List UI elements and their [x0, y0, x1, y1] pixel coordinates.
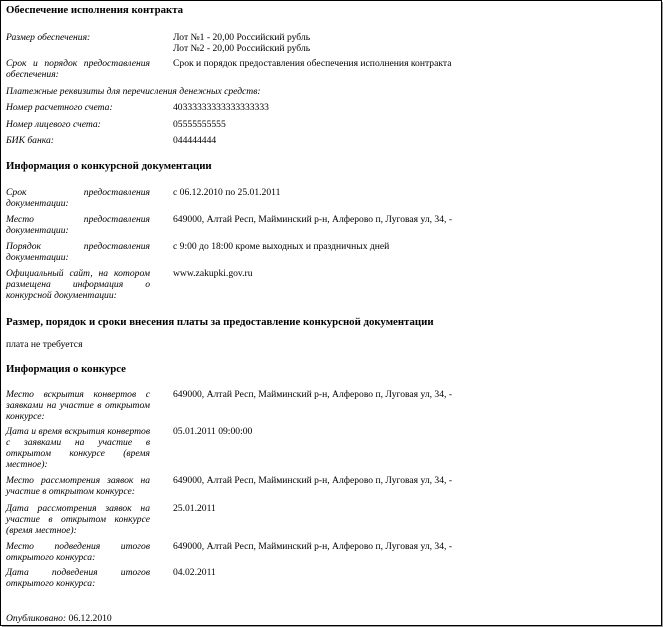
envelope-open-date-value: 05.01.2011 09:00:00	[173, 426, 253, 437]
security-size-row	[6, 32, 310, 54]
bik-value: 044444444	[173, 135, 217, 146]
envelope-open-place-value: 649000, Алтай Респ, Майминский р-н, Алферово п, Луговая ул, 34, -	[173, 389, 453, 400]
security-size-label: Размер обеспечения:	[6, 32, 91, 43]
review-date-row	[6, 503, 216, 536]
personal-account-row	[6, 119, 226, 130]
docs-period-label: Срок предоставления документации:	[6, 187, 150, 209]
review-date-value: 25.01.2011	[173, 503, 216, 514]
official-site-value: www.zakupki.gov.ru	[173, 268, 253, 279]
envelope-open-date-row	[6, 426, 252, 470]
security-term-label: Срок и порядок предоставления обеспечения:	[6, 58, 150, 80]
results-date-row	[6, 567, 216, 589]
payment-requisites-label: Платежные реквизиты для перечисления денежных средств:	[6, 86, 261, 97]
official-site-row	[6, 268, 253, 301]
docs-fee-title: Размер, порядок и сроки внесения платы за предоставление конкурсной документации	[6, 316, 434, 328]
tender-docs-title: Информация о конкурсной документации	[6, 160, 212, 172]
results-place-value: 649000, Алтай Респ, Майминский р-н, Алферово п, Луговая ул, 34, -	[173, 541, 453, 552]
published-label: Опубликовано:	[6, 613, 67, 624]
results-place-label: Место подведения итогов открытого конкурса:	[6, 541, 150, 563]
review-date-label: Дата рассмотрения заявок на участие в открытом конкурсе (время местное):	[6, 503, 150, 536]
docs-place-label: Место предоставления документации:	[6, 214, 150, 236]
settlement-account-label: Номер расчетного счета:	[6, 102, 113, 113]
envelope-open-place-row	[6, 389, 452, 422]
personal-account-label: Номер лицевого счета:	[6, 119, 101, 130]
security-term-value: Срок и порядок предоставления обеспечения исполнения контракта	[173, 58, 452, 69]
security-size-values	[173, 32, 310, 54]
security-size-lot1: Лот №1 - 20,00 Российский рубль	[173, 32, 311, 43]
docs-period-row	[6, 187, 280, 209]
envelope-open-date-label: Дата и время вскрытия конвертов с заявками на участие в открытом конкурсе (время местное):	[6, 426, 150, 470]
contract-security-title: Обеспечение исполнения контракта	[6, 4, 184, 16]
review-place-value: 649000, Алтай Респ, Майминский р-н, Алферово п, Луговая ул, 34, -	[173, 475, 453, 486]
official-site-label: Официальный сайт, на котором размещена информация о конкурсной документации:	[6, 268, 150, 301]
docs-fee-text: плата не требуется	[6, 339, 83, 350]
security-size-lot2: Лот №2 - 20,00 Российский рубль	[173, 43, 311, 54]
bik-label: БИК банка:	[6, 135, 54, 146]
results-place-row	[6, 541, 452, 563]
docs-order-value: с 9:00 до 18:00 кроме выходных и праздничных дней	[173, 241, 390, 252]
results-date-value: 04.02.2011	[173, 567, 216, 578]
published-date: 06.12.2010	[68, 613, 112, 624]
docs-order-label: Порядок предоставления документации:	[6, 241, 150, 263]
published-line	[6, 613, 112, 624]
review-place-label: Место рассмотрения заявок на участие в открытом конкурсе:	[6, 475, 150, 497]
docs-place-value: 649000, Алтай Респ, Майминский р-н, Алферово п, Луговая ул, 34, -	[173, 214, 453, 225]
docs-period-value: с 06.12.2010 по 25.01.2011	[173, 187, 281, 198]
bik-row	[6, 135, 216, 146]
settlement-account-value: 40333333333333333333	[173, 102, 269, 113]
docs-order-row	[6, 241, 389, 263]
results-date-label: Дата подведения итогов открытого конкурса:	[6, 567, 150, 589]
review-place-row	[6, 475, 452, 497]
security-term-row	[6, 58, 451, 80]
personal-account-value: 05555555555	[173, 119, 226, 130]
envelope-open-place-label: Место вскрытия конвертов с заявками на участие в открытом конкурсе:	[6, 389, 150, 422]
docs-place-row	[6, 214, 452, 236]
settlement-account-row	[6, 102, 269, 113]
tender-info-title: Информация о конкурсе	[6, 363, 126, 375]
